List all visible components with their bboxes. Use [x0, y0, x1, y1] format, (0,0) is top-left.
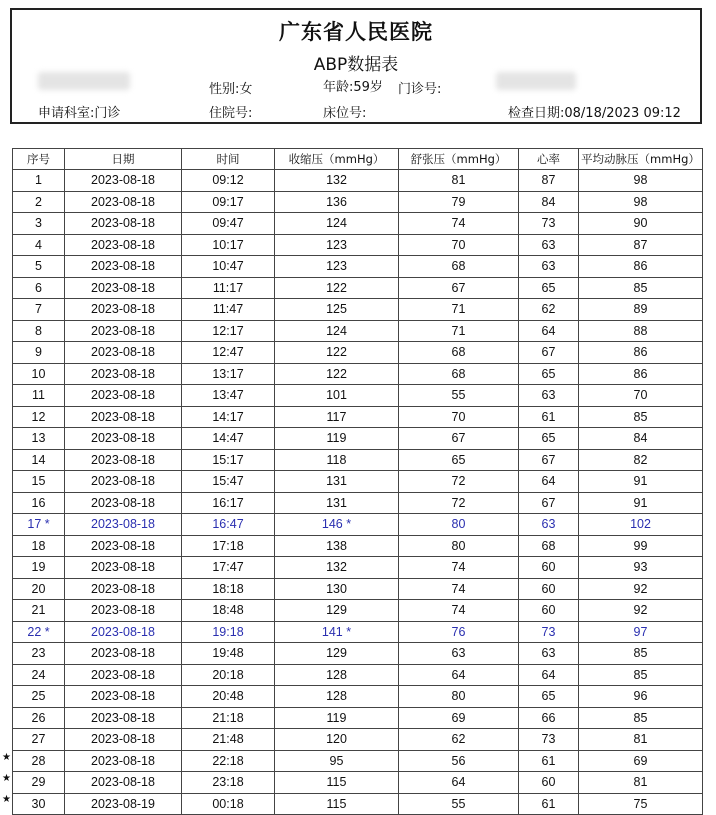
table-row: [13, 686, 703, 708]
cell-mean-arterial: 85: [579, 406, 703, 428]
cell-systolic: 119: [275, 428, 399, 450]
cell-index: 2: [13, 191, 65, 213]
cell-mean-arterial: 75: [579, 793, 703, 815]
cell-time: 11:17: [182, 277, 275, 299]
cell-heart-rate: 65: [519, 428, 579, 450]
cell-diastolic: 79: [399, 191, 519, 213]
table-row: [13, 170, 703, 192]
cell-date: 2023-08-18: [65, 406, 182, 428]
cell-mean-arterial: 86: [579, 256, 703, 278]
table-row: [13, 557, 703, 579]
cell-diastolic: 55: [399, 793, 519, 815]
cell-mean-arterial: 91: [579, 471, 703, 493]
cell-mean-arterial: 85: [579, 643, 703, 665]
cell-heart-rate: 60: [519, 600, 579, 622]
cell-heart-rate: 64: [519, 664, 579, 686]
cell-index: 24: [13, 664, 65, 686]
cell-mean-arterial: 84: [579, 428, 703, 450]
cell-index: 17 *: [13, 514, 65, 536]
cell-time: 15:47: [182, 471, 275, 493]
cell-systolic: 115: [275, 772, 399, 794]
cell-mean-arterial: 92: [579, 578, 703, 600]
cell-index: 4: [13, 234, 65, 256]
cell-systolic: 125: [275, 299, 399, 321]
redacted-name: [38, 72, 130, 90]
cell-diastolic: 64: [399, 772, 519, 794]
cell-index: 6: [13, 277, 65, 299]
cell-systolic: 101: [275, 385, 399, 407]
cell-index: 10: [13, 363, 65, 385]
cell-time: 17:47: [182, 557, 275, 579]
margin-star-28: ★: [2, 752, 11, 763]
cell-heart-rate: 61: [519, 406, 579, 428]
cell-date: 2023-08-18: [65, 385, 182, 407]
cell-systolic: 122: [275, 342, 399, 364]
cell-systolic: 129: [275, 643, 399, 665]
column-header-systolic: 收缩压（mmHg）: [275, 149, 399, 170]
cell-heart-rate: 87: [519, 170, 579, 192]
cell-heart-rate: 60: [519, 772, 579, 794]
cell-index: 29: [13, 772, 65, 794]
cell-mean-arterial: 85: [579, 664, 703, 686]
cell-diastolic: 67: [399, 277, 519, 299]
table-row: [13, 707, 703, 729]
cell-heart-rate: 65: [519, 277, 579, 299]
cell-heart-rate: 63: [519, 643, 579, 665]
cell-date: 2023-08-18: [65, 557, 182, 579]
cell-heart-rate: 65: [519, 686, 579, 708]
inpatient-number-field: 住院号:: [209, 106, 253, 121]
gender-field: 性别:女: [209, 82, 253, 97]
cell-time: 17:18: [182, 535, 275, 557]
cell-time: 22:18: [182, 750, 275, 772]
cell-index: 5: [13, 256, 65, 278]
cell-time: 14:17: [182, 406, 275, 428]
cell-systolic: 120: [275, 729, 399, 751]
cell-mean-arterial: 93: [579, 557, 703, 579]
cell-systolic: 131: [275, 492, 399, 514]
table-row: [13, 363, 703, 385]
cell-time: 12:47: [182, 342, 275, 364]
cell-systolic: 138: [275, 535, 399, 557]
cell-time: 13:47: [182, 385, 275, 407]
cell-heart-rate: 84: [519, 191, 579, 213]
cell-mean-arterial: 81: [579, 772, 703, 794]
cell-heart-rate: 63: [519, 514, 579, 536]
cell-index: 14: [13, 449, 65, 471]
cell-diastolic: 63: [399, 643, 519, 665]
cell-systolic: 132: [275, 557, 399, 579]
cell-diastolic: 74: [399, 557, 519, 579]
cell-date: 2023-08-18: [65, 643, 182, 665]
cell-date: 2023-08-18: [65, 535, 182, 557]
cell-mean-arterial: 86: [579, 342, 703, 364]
cell-date: 2023-08-18: [65, 471, 182, 493]
cell-diastolic: 56: [399, 750, 519, 772]
cell-systolic: 141 *: [275, 621, 399, 643]
cell-date: 2023-08-19: [65, 793, 182, 815]
cell-diastolic: 80: [399, 686, 519, 708]
cell-heart-rate: 65: [519, 363, 579, 385]
table-row: [13, 643, 703, 665]
cell-systolic: 123: [275, 256, 399, 278]
cell-mean-arterial: 97: [579, 621, 703, 643]
cell-diastolic: 55: [399, 385, 519, 407]
cell-heart-rate: 66: [519, 707, 579, 729]
cell-index: 12: [13, 406, 65, 428]
cell-time: 20:18: [182, 664, 275, 686]
cell-mean-arterial: 98: [579, 170, 703, 192]
cell-systolic: 118: [275, 449, 399, 471]
cell-diastolic: 81: [399, 170, 519, 192]
cell-heart-rate: 67: [519, 449, 579, 471]
table-row: [13, 514, 703, 536]
cell-diastolic: 68: [399, 363, 519, 385]
table-row: [13, 428, 703, 450]
cell-date: 2023-08-18: [65, 600, 182, 622]
column-header-mean-arterial: 平均动脉压（mmHg）: [579, 149, 703, 170]
cell-diastolic: 72: [399, 492, 519, 514]
cell-date: 2023-08-18: [65, 578, 182, 600]
table-row: [13, 342, 703, 364]
cell-systolic: 136: [275, 191, 399, 213]
cell-heart-rate: 61: [519, 750, 579, 772]
cell-time: 19:18: [182, 621, 275, 643]
cell-index: 25: [13, 686, 65, 708]
cell-mean-arterial: 86: [579, 363, 703, 385]
check-date-field: 检查日期:08/18/2023 09:12: [508, 106, 681, 121]
cell-mean-arterial: 90: [579, 213, 703, 235]
table-row: [13, 750, 703, 772]
cell-index: 22 *: [13, 621, 65, 643]
table-row: [13, 256, 703, 278]
cell-diastolic: 69: [399, 707, 519, 729]
cell-heart-rate: 63: [519, 385, 579, 407]
cell-time: 20:48: [182, 686, 275, 708]
age-field: 年龄:59岁: [323, 80, 383, 95]
cell-time: 19:48: [182, 643, 275, 665]
table-row: [13, 234, 703, 256]
cell-diastolic: 71: [399, 299, 519, 321]
cell-heart-rate: 63: [519, 256, 579, 278]
cell-diastolic: 70: [399, 234, 519, 256]
cell-date: 2023-08-18: [65, 277, 182, 299]
cell-index: 26: [13, 707, 65, 729]
cell-time: 18:48: [182, 600, 275, 622]
cell-mean-arterial: 85: [579, 277, 703, 299]
cell-index: 30: [13, 793, 65, 815]
cell-time: 10:17: [182, 234, 275, 256]
cell-time: 10:47: [182, 256, 275, 278]
cell-mean-arterial: 98: [579, 191, 703, 213]
cell-date: 2023-08-18: [65, 320, 182, 342]
cell-systolic: 123: [275, 234, 399, 256]
cell-time: 09:47: [182, 213, 275, 235]
cell-time: 21:18: [182, 707, 275, 729]
cell-date: 2023-08-18: [65, 772, 182, 794]
cell-date: 2023-08-18: [65, 492, 182, 514]
cell-mean-arterial: 96: [579, 686, 703, 708]
table-row: [13, 772, 703, 794]
table-row: [13, 299, 703, 321]
cell-time: 12:17: [182, 320, 275, 342]
cell-systolic: 128: [275, 686, 399, 708]
cell-index: 3: [13, 213, 65, 235]
table-row: [13, 471, 703, 493]
cell-heart-rate: 61: [519, 793, 579, 815]
table-row: [13, 385, 703, 407]
table-row: [13, 535, 703, 557]
margin-star-29: ★: [2, 773, 11, 784]
cell-systolic: 146 *: [275, 514, 399, 536]
cell-diastolic: 64: [399, 664, 519, 686]
cell-diastolic: 74: [399, 213, 519, 235]
cell-date: 2023-08-18: [65, 707, 182, 729]
cell-time: 14:47: [182, 428, 275, 450]
cell-diastolic: 65: [399, 449, 519, 471]
cell-index: 23: [13, 643, 65, 665]
cell-mean-arterial: 99: [579, 535, 703, 557]
cell-heart-rate: 67: [519, 342, 579, 364]
cell-mean-arterial: 81: [579, 729, 703, 751]
cell-date: 2023-08-18: [65, 170, 182, 192]
cell-systolic: 124: [275, 320, 399, 342]
cell-time: 16:47: [182, 514, 275, 536]
cell-systolic: 132: [275, 170, 399, 192]
cell-index: 1: [13, 170, 65, 192]
cell-date: 2023-08-18: [65, 686, 182, 708]
table-row: [13, 793, 703, 815]
table-row: [13, 320, 703, 342]
cell-date: 2023-08-18: [65, 729, 182, 751]
cell-systolic: 130: [275, 578, 399, 600]
cell-date: 2023-08-18: [65, 750, 182, 772]
cell-time: 00:18: [182, 793, 275, 815]
cell-time: 18:18: [182, 578, 275, 600]
table-header-row: [13, 149, 703, 170]
cell-date: 2023-08-18: [65, 234, 182, 256]
cell-index: 7: [13, 299, 65, 321]
cell-mean-arterial: 85: [579, 707, 703, 729]
cell-mean-arterial: 102: [579, 514, 703, 536]
clinic-number-field: 门诊号:: [398, 82, 442, 97]
cell-index: 16: [13, 492, 65, 514]
cell-diastolic: 68: [399, 256, 519, 278]
cell-systolic: 128: [275, 664, 399, 686]
cell-systolic: 122: [275, 277, 399, 299]
cell-diastolic: 72: [399, 471, 519, 493]
cell-index: 13: [13, 428, 65, 450]
cell-date: 2023-08-18: [65, 621, 182, 643]
bed-number-field: 床位号:: [323, 106, 367, 121]
cell-index: 8: [13, 320, 65, 342]
cell-mean-arterial: 91: [579, 492, 703, 514]
table-row: [13, 213, 703, 235]
cell-index: 11: [13, 385, 65, 407]
cell-diastolic: 62: [399, 729, 519, 751]
column-header-time: 时间: [182, 149, 275, 170]
cell-heart-rate: 68: [519, 535, 579, 557]
cell-mean-arterial: 69: [579, 750, 703, 772]
cell-diastolic: 80: [399, 514, 519, 536]
margin-star-30: ★: [2, 794, 11, 805]
cell-time: 09:12: [182, 170, 275, 192]
table-row: [13, 729, 703, 751]
cell-time: 21:48: [182, 729, 275, 751]
cell-mean-arterial: 82: [579, 449, 703, 471]
cell-heart-rate: 73: [519, 729, 579, 751]
cell-systolic: 115: [275, 793, 399, 815]
cell-time: 11:47: [182, 299, 275, 321]
cell-index: 15: [13, 471, 65, 493]
table-row: [13, 492, 703, 514]
cell-mean-arterial: 70: [579, 385, 703, 407]
cell-index: 21: [13, 600, 65, 622]
cell-time: 13:17: [182, 363, 275, 385]
table-row: [13, 191, 703, 213]
cell-systolic: 117: [275, 406, 399, 428]
cell-diastolic: 76: [399, 621, 519, 643]
cell-heart-rate: 60: [519, 557, 579, 579]
cell-time: 15:17: [182, 449, 275, 471]
cell-date: 2023-08-18: [65, 363, 182, 385]
cell-heart-rate: 64: [519, 471, 579, 493]
table-row: [13, 621, 703, 643]
cell-diastolic: 80: [399, 535, 519, 557]
cell-systolic: 119: [275, 707, 399, 729]
cell-time: 16:17: [182, 492, 275, 514]
cell-date: 2023-08-18: [65, 191, 182, 213]
abp-data-table: [12, 148, 703, 815]
table-row: [13, 600, 703, 622]
cell-index: 9: [13, 342, 65, 364]
cell-date: 2023-08-18: [65, 342, 182, 364]
cell-systolic: 95: [275, 750, 399, 772]
cell-diastolic: 74: [399, 600, 519, 622]
column-header-heart-rate: 心率: [519, 149, 579, 170]
table-row: [13, 578, 703, 600]
column-header-index: 序号: [13, 149, 65, 170]
cell-heart-rate: 73: [519, 621, 579, 643]
cell-diastolic: 71: [399, 320, 519, 342]
cell-date: 2023-08-18: [65, 664, 182, 686]
cell-heart-rate: 67: [519, 492, 579, 514]
cell-diastolic: 68: [399, 342, 519, 364]
cell-date: 2023-08-18: [65, 428, 182, 450]
table-body: [13, 170, 703, 815]
column-header-diastolic: 舒张压（mmHg）: [399, 149, 519, 170]
cell-systolic: 129: [275, 600, 399, 622]
cell-date: 2023-08-18: [65, 514, 182, 536]
cell-diastolic: 70: [399, 406, 519, 428]
cell-index: 28: [13, 750, 65, 772]
cell-time: 09:17: [182, 191, 275, 213]
cell-time: 23:18: [182, 772, 275, 794]
cell-index: 20: [13, 578, 65, 600]
report-title: ABP数据表: [313, 55, 399, 75]
cell-heart-rate: 60: [519, 578, 579, 600]
department-field: 申请科室:门诊: [38, 106, 121, 121]
cell-mean-arterial: 87: [579, 234, 703, 256]
cell-heart-rate: 73: [519, 213, 579, 235]
cell-date: 2023-08-18: [65, 449, 182, 471]
cell-index: 19: [13, 557, 65, 579]
table-row: [13, 406, 703, 428]
cell-heart-rate: 64: [519, 320, 579, 342]
cell-date: 2023-08-18: [65, 256, 182, 278]
cell-mean-arterial: 92: [579, 600, 703, 622]
cell-index: 27: [13, 729, 65, 751]
cell-date: 2023-08-18: [65, 213, 182, 235]
cell-systolic: 124: [275, 213, 399, 235]
report-header: [10, 8, 702, 124]
redacted-clinic-number: [496, 72, 576, 90]
cell-date: 2023-08-18: [65, 299, 182, 321]
cell-systolic: 131: [275, 471, 399, 493]
column-header-date: 日期: [65, 149, 182, 170]
cell-diastolic: 67: [399, 428, 519, 450]
cell-mean-arterial: 89: [579, 299, 703, 321]
cell-heart-rate: 62: [519, 299, 579, 321]
cell-mean-arterial: 88: [579, 320, 703, 342]
cell-diastolic: 74: [399, 578, 519, 600]
table-row: [13, 277, 703, 299]
cell-index: 18: [13, 535, 65, 557]
cell-systolic: 122: [275, 363, 399, 385]
cell-heart-rate: 63: [519, 234, 579, 256]
hospital-name: 广东省人民医院: [279, 20, 433, 44]
table-row: [13, 664, 703, 686]
table-row: [13, 449, 703, 471]
